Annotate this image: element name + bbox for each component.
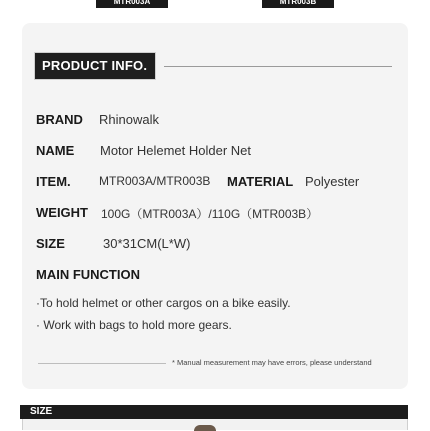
spec-label-material: MATERIAL	[227, 174, 294, 189]
section-title: PRODUCT INFO.	[34, 52, 156, 80]
spec-label: SIZE	[36, 236, 65, 251]
spec-label: NAME	[36, 143, 75, 158]
product-info-card	[22, 23, 408, 389]
spec-value: MTR003A/MTR003B	[99, 174, 211, 188]
measurement-footnote: * Manual measurement may have errors, please understand	[172, 358, 372, 367]
helmet-image	[194, 425, 216, 431]
function-item: · Work with bags to hold more gears.	[36, 318, 232, 332]
spec-value: Rhinowalk	[99, 112, 159, 127]
spec-label: BRAND	[36, 112, 83, 127]
footnote-divider	[38, 363, 166, 364]
spec-value: Motor Helemet Holder Net	[100, 143, 251, 158]
function-item: ·To hold helmet or other cargos on a bike easily.	[36, 296, 291, 310]
spec-value: 100G（MTR003A）/110G（MTR003B）	[101, 207, 319, 221]
spec-value-material: Polyester	[305, 174, 360, 189]
spec-label: ITEM.	[36, 174, 71, 189]
header-divider	[164, 66, 392, 67]
main-function-label: MAIN FUNCTION	[36, 267, 140, 282]
spec-label: WEIGHT	[36, 205, 88, 220]
size-section-header	[20, 405, 408, 419]
size-section-title: SIZE	[30, 406, 53, 417]
variant-tab-a: MTR003A	[96, 0, 168, 8]
spec-value: 30*31CM(L*W)	[103, 236, 191, 251]
top-image-strip	[0, 0, 430, 10]
variant-tab-b: MTR003B	[262, 0, 334, 8]
